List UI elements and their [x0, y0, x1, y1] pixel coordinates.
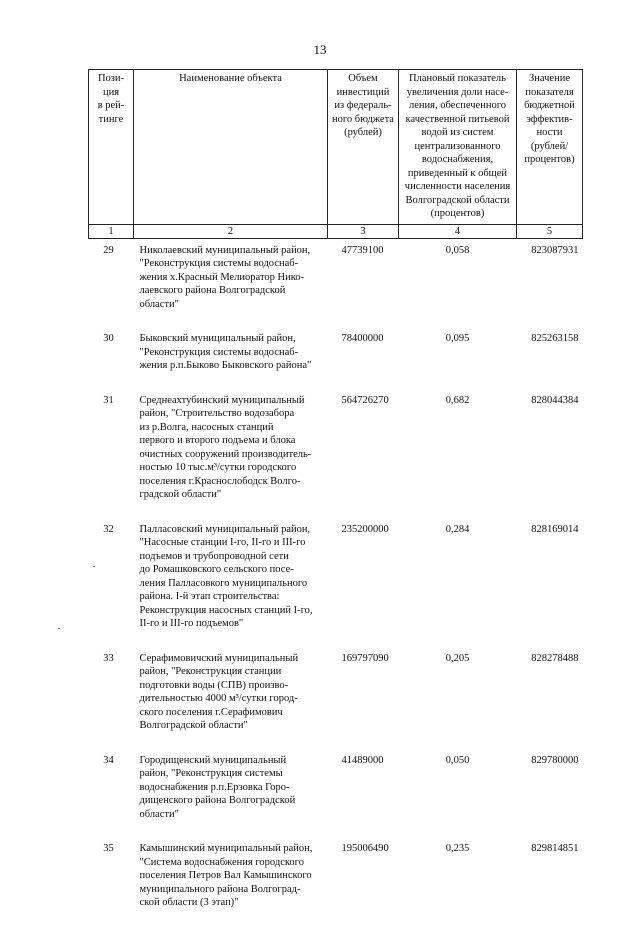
row-object-name [134, 523, 328, 652]
table-row [89, 754, 583, 843]
object-name-line: Камышинский муниципальный район, [139, 843, 313, 854]
column-number: 1 [89, 224, 134, 238]
header-position [89, 70, 134, 225]
header-line: Волгоградской области [405, 194, 510, 206]
row-position: 34 [103, 754, 114, 766]
header-line: численности населения [404, 181, 511, 192]
object-name-line: области" [139, 298, 179, 310]
row-efficiency: 828169014 [531, 523, 579, 535]
object-name-line: ского поселения г.Серафимович [139, 706, 283, 718]
row-planned-share: 0,205 [445, 652, 470, 664]
row-object-name [134, 652, 328, 754]
object-name-line: первого и второго подъема и блока [139, 435, 296, 446]
object-name-line: дищенского района Волгоградской [139, 795, 296, 806]
object-name-line: район, "Реконструкция системы [139, 768, 283, 779]
table-row [89, 652, 583, 754]
object-name-line: "Система водоснабжения городского [139, 856, 304, 868]
header-line: увеличения доли насе- [406, 86, 509, 98]
object-name-line: градской области" [139, 489, 222, 500]
object-name-line: муниципального района Волгоград- [139, 883, 301, 895]
column-number: 3 [328, 224, 399, 238]
row-efficiency: 823087931 [531, 244, 579, 256]
row-position: 30 [103, 333, 114, 344]
header-line: Значение [529, 73, 570, 84]
header-line: (рублей) [344, 127, 382, 138]
object-name-line: "Реконструкция системы водоснаб- [139, 346, 299, 358]
object-name-line: водоснабжения р.п.Ерзовка Горо- [139, 781, 290, 793]
column-number: 2 [134, 224, 328, 238]
row-position: 31 [103, 394, 114, 406]
row-efficiency: 828278488 [531, 652, 579, 664]
header-line: водоснабжения, [421, 154, 494, 165]
row-investment: 47739100 [341, 244, 384, 256]
row-object-name [134, 332, 328, 394]
header-planned-share [399, 70, 517, 225]
header-line: тинге [98, 113, 124, 125]
row-object-name [134, 394, 328, 523]
row-position: 32 [103, 523, 114, 535]
object-name-line: очистных сооружений производитель- [139, 448, 312, 460]
object-name-line: Среднеахтубинский муниципальный [139, 394, 305, 406]
table-body [89, 238, 583, 931]
object-name-line: район, "Реконструкция станции [139, 666, 282, 677]
object-name-line: из р.Волга, насосных станций [139, 421, 274, 433]
table-row [89, 238, 583, 332]
table-row [89, 394, 583, 523]
object-name-line: Николаевский муниципальный район, [139, 244, 311, 256]
header-line: ности [536, 127, 563, 138]
object-name-line: "Насосные станции I-го, II-го и III-го [139, 537, 306, 548]
header-line: Наименование объекта [179, 73, 282, 84]
object-name-line: жения р.п.Быково Быковского района" [139, 360, 312, 371]
object-name-line: ления Палласовкого муниципального [139, 577, 308, 589]
object-name-line: II-го и III-го подъемов" [139, 618, 244, 629]
header-line: централизованного [414, 140, 501, 152]
object-name-line: подъемов и трубопроводной сети [139, 550, 289, 562]
object-name-line: района. I-й этап строительства: [139, 591, 280, 602]
header-line: в рей- [97, 100, 125, 111]
row-position: 35 [103, 843, 114, 854]
header-line: (процентов) [430, 208, 485, 219]
header-line: Пози- [97, 73, 125, 84]
header-line: бюджетной [524, 100, 575, 111]
scan-speck [58, 628, 60, 629]
scan-speck [93, 566, 95, 567]
row-planned-share: 0,058 [445, 244, 470, 256]
row-object-name [134, 238, 328, 332]
object-name-line: жения х.Красный Мелиоратор Нико- [139, 271, 305, 283]
object-name-line: Палласовский муниципальный район, [139, 523, 311, 535]
object-name-line: поселения г.Краснослободск Волго- [139, 475, 301, 487]
header-line: процентов) [524, 154, 575, 165]
object-name-line: ской области (3 этап)" [139, 897, 239, 908]
object-name-line: Серафимовичский муниципальный [139, 652, 299, 664]
column-number: 5 [517, 224, 583, 238]
row-object-name [134, 754, 328, 843]
row-efficiency: 829780000 [531, 754, 579, 766]
row-investment: 78400000 [341, 333, 384, 344]
row-planned-share: 0,284 [445, 523, 470, 535]
header-line: водой из систем [421, 127, 494, 138]
object-name-line: "Реконструкция системы водоснаб- [139, 258, 299, 269]
object-name-line: ностью 10 тыс.м³/сутки городского [139, 462, 297, 473]
header-line: ного бюджета [332, 113, 394, 125]
header-line: из федераль- [334, 100, 392, 111]
object-name-line: Волгоградской области" [139, 720, 248, 731]
header-line: показателя [525, 86, 574, 98]
header-line: эффектив- [526, 113, 573, 125]
investment-table [88, 69, 583, 931]
row-investment: 169797090 [341, 652, 389, 664]
header-line: Плановый показатель [409, 73, 506, 84]
row-object-name [134, 842, 328, 931]
row-position: 29 [103, 244, 114, 256]
object-name-line: до Ромашковского сельского посе- [139, 564, 294, 575]
row-planned-share: 0,682 [445, 394, 470, 406]
object-name-line: поселения Петров Вал Камышинского [139, 870, 312, 881]
row-planned-share: 0,235 [445, 843, 470, 854]
row-investment: 41489000 [341, 754, 384, 766]
object-name-line: Реконструкция насосных станций I-го, [139, 604, 313, 616]
table-row [89, 523, 583, 652]
header-efficiency [517, 70, 583, 225]
row-investment: 195006490 [341, 843, 389, 854]
header-object-name [134, 70, 328, 225]
object-name-line: подготовки воды (СПВ) произво- [139, 679, 289, 691]
object-name-line: Городищенский муниципальный [139, 754, 287, 766]
header-line: ления, обеспеченного [409, 100, 506, 111]
object-name-line: дительностью 4000 м³/сутки город- [139, 693, 298, 704]
header-line: качественной питьевой [405, 113, 510, 125]
object-name-line: лаевского района Волгоградской [139, 285, 286, 296]
header-line: ция [102, 86, 120, 98]
row-efficiency: 828044384 [531, 394, 579, 406]
object-name-line: район, "Строительство водозабора [139, 408, 295, 419]
row-investment: 564726270 [341, 394, 389, 406]
object-name-line: Быковский муниципальный район, [139, 333, 296, 344]
header-line: инвестиций [336, 86, 390, 98]
table-row [89, 842, 583, 931]
row-position: 33 [103, 652, 114, 664]
header-line: (рублей/ [530, 140, 569, 152]
row-efficiency: 829814851 [531, 843, 579, 854]
header-line: приведенный к общей [407, 167, 508, 179]
object-name-line: области" [139, 808, 179, 820]
page-number: 13 [313, 42, 327, 57]
row-planned-share: 0,050 [445, 754, 470, 766]
header-investment [328, 70, 399, 225]
row-planned-share: 0,095 [445, 333, 470, 344]
table-row [89, 332, 583, 394]
header-line: Объем [348, 73, 378, 84]
row-efficiency: 825263158 [531, 333, 579, 344]
row-investment: 235200000 [341, 523, 389, 535]
column-number: 4 [399, 224, 517, 238]
